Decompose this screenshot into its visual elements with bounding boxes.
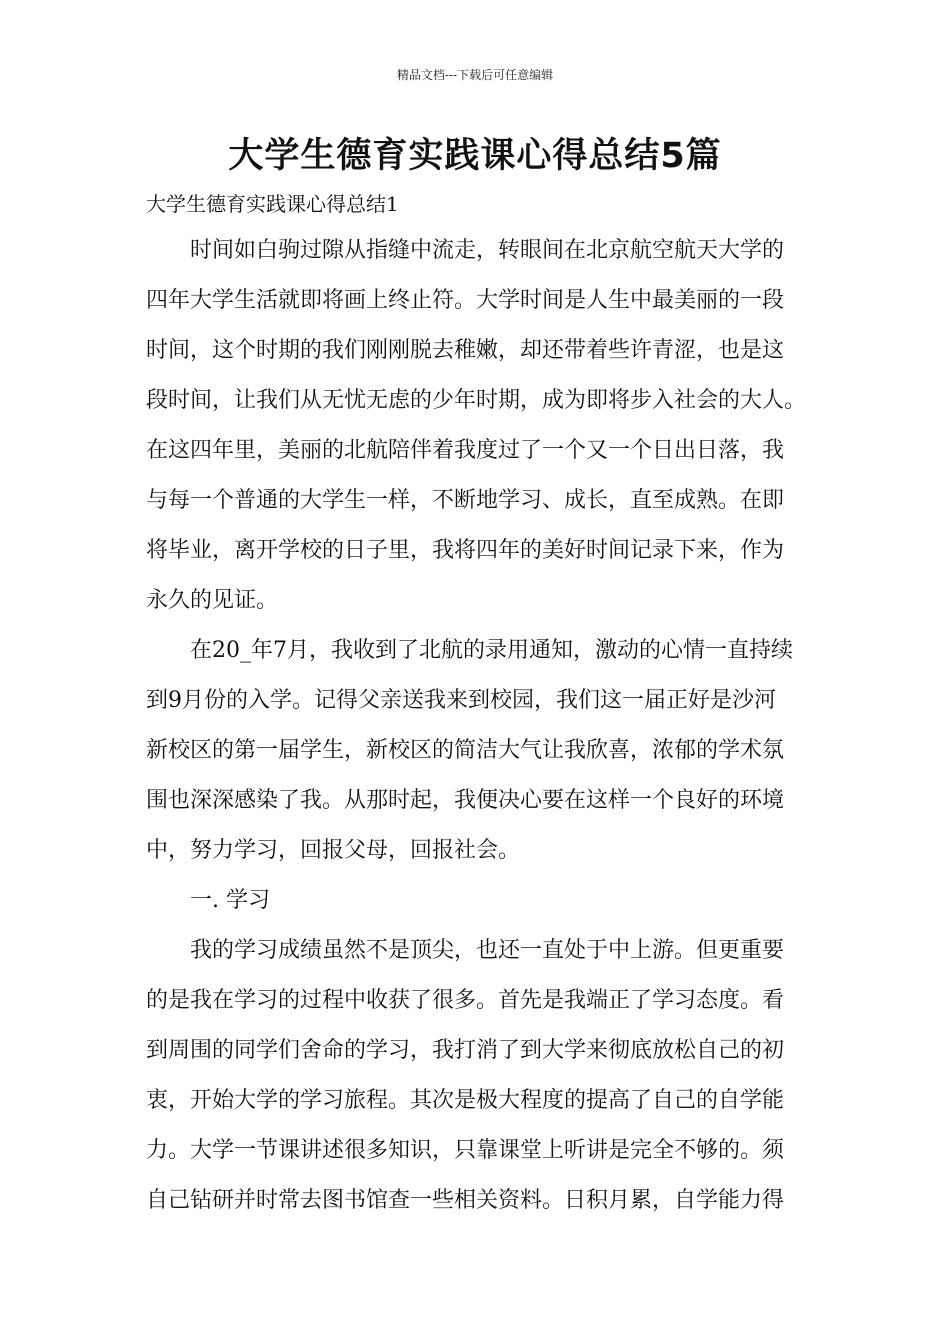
- running-header: 精品文档---下载后可任意编辑: [396, 68, 554, 82]
- paragraph-1: 时间如白驹过隙从指缝中流走，转眼间在北京航空航天大学的 四年大学生活就即将画上终止符。大学时间是人生中最美丽的一段 时间，这个时期的我们刚刚脱去稚嫩，却还带着些许青涩，也是这 段时间，让我们从无忧无虑的少年时期，成为即将步入社会的大人。 在这四年里，美丽的北航陪伴着我度过了一个又一个日出日落，我 与每一个普通的大学生一样，不断地学习、成长，直至成熟。在即 将毕业，离开学校的日子里，我将四年的美好时间记录下来，作为 永久的见证。: [146, 238, 807, 613]
- section-subtitle: 大学生德育实践课心得总结1: [146, 192, 399, 216]
- section-heading-study: 一. 学习: [146, 888, 270, 913]
- paragraph-2: 在20_年7月，我收到了北航的录用通知，激动的心情一直持续 到9月份的入学。记得父亲送我来到校园，我们这一届正好是沙河 新校区的第一届学生，新校区的简洁大气让我欣喜，浓郁的学术氛 围也深深感染了我。从那时起，我便决心要在这样一个良好的环境 中，努力学习，回报父母，回报社会。: [146, 638, 793, 863]
- document-body: [146, 226, 814, 1226]
- paragraph-3: 我的学习成绩虽然不是顶尖，也还一直处于中上游。但更重要 的是我在学习的过程中收获了很多。首先是我端正了学习态度。看 到周围的同学们舍命的学习，我打消了到大学来彻底放松自己的初 衷，开始大学的学习旅程。其次是极大程度的提高了自己的自学能 力。大学一节课讲述很多知识，只靠课堂上听讲是完全不够的。须 自己钻研并时常去图书馆查一些相关资料。日积月累，自学能力得: [146, 938, 785, 1213]
- document-title: 大学生德育实践课心得总结5篇: [228, 136, 722, 176]
